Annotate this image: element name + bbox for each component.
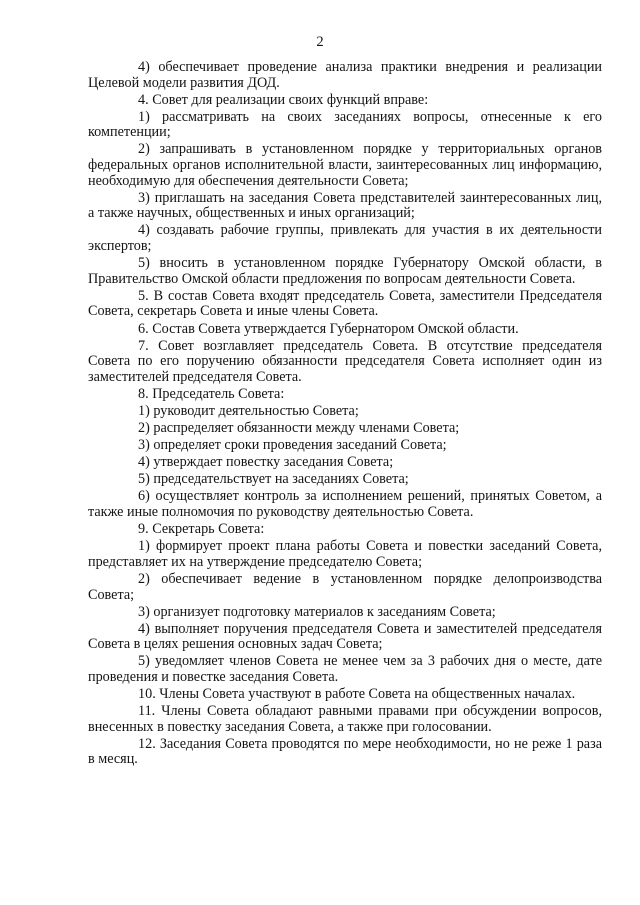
paragraph: 11. Члены Совета обладают равными правами при обсуждении вопросов, внесенных в повестку заседания Совета, а также при голосовании. — [88, 703, 602, 735]
paragraph: 2) запрашивать в установленном порядке у территориальных органов федеральных органов исполнительной власти, заинтересованных лиц информацию, необходимую для обеспечения деятельности Совета; — [88, 141, 602, 189]
paragraph: 7. Совет возглавляет председатель Совета. В отсутствие председателя Совета по его поручению обязанности председателя Совета исполняет один из заместителей председателя Совета. — [88, 337, 602, 385]
paragraph: 5) уведомляет членов Совета не менее чем за 3 рабочих дня о месте, дате проведения и повестке заседания Совета. — [88, 653, 602, 685]
paragraph: 4) выполняет поручения председателя Совета и заместителей председателя Совета в целях решения основных задач Совета; — [88, 620, 602, 653]
paragraph: 1) руководит деятельностью Совета; — [138, 402, 359, 419]
paragraph: 4) создавать рабочие группы, привлекать для участия в их деятельности экспертов; — [88, 222, 602, 255]
paragraph: 6. Состав Совета утверждается Губернатором Омской области. — [138, 320, 519, 337]
paragraph: 3) организует подготовку материалов к заседаниям Совета; — [138, 603, 496, 620]
paragraph: 6) осуществляет контроль за исполнением решений, принятых Советом, а также иные полномочия по руководству деятельностью Совета. — [88, 488, 602, 521]
paragraph: 3) приглашать на заседания Совета представителей заинтересованных лиц, а также научных, общественных и иных организаций; — [88, 189, 602, 222]
paragraph: 5. В состав Совета входят председатель Совета, заместители Председателя Совета, секретарь Совета и иные члены Совета. — [88, 287, 602, 320]
paragraph: 12. Заседания Совета проводятся по мере необходимости, но не реже 1 раза в месяц. — [88, 735, 602, 768]
paragraph: 3) определяет сроки проведения заседаний Совета; — [138, 437, 447, 454]
paragraph: 2) распределяет обязанности между членами Совета; — [138, 420, 460, 437]
paragraph: 8. Председатель Совета: — [138, 385, 285, 402]
paragraph: 1) формирует проект плана работы Совета и повестки заседаний Совета, представляет их на утверждение председателю Совета; — [88, 538, 602, 570]
paragraph: 4. Совет для реализации своих функций вправе: — [138, 91, 429, 108]
paragraph: 10. Члены Совета участвуют в работе Совета на общественных началах. — [138, 686, 576, 703]
paragraph: 5) председательствует на заседаниях Совета; — [138, 471, 409, 488]
paragraph: 5) вносить в установленном порядке Губернатору Омской области, в Правительство Омской области предложения по вопросам деятельности Совета. — [88, 255, 602, 287]
paragraph: 2) обеспечивает ведение в установленном порядке делопроизводства Совета; — [88, 570, 602, 603]
paragraph: 4) утверждает повестку заседания Совета; — [138, 454, 394, 471]
page-number: 2 — [316, 34, 324, 50]
paragraph: 4) обеспечивает проведение анализа практики внедрения и реализации Целевой модели развития ДОД. — [88, 59, 602, 91]
paragraph: 1) рассматривать на своих заседаниях вопросы, отнесенные к его компетенции; — [88, 108, 602, 141]
paragraph: 9. Секретарь Совета: — [138, 521, 265, 538]
document-body — [88, 60, 602, 768]
